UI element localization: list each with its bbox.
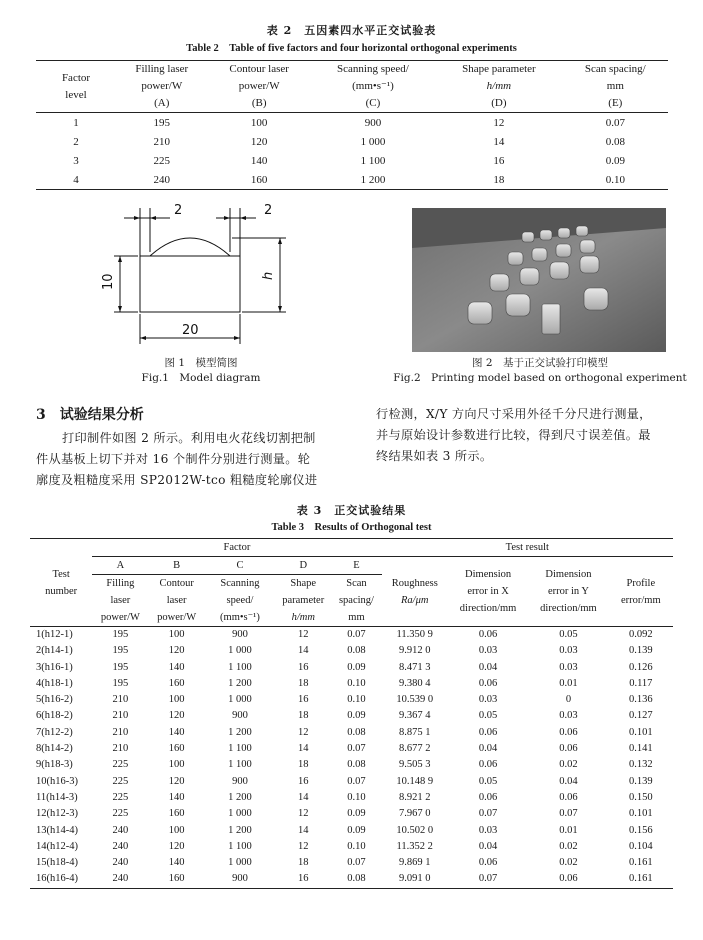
t2-col-d-l2: h/mm bbox=[486, 80, 512, 92]
t3-cell: 0.06 bbox=[478, 629, 498, 640]
t3-cell: 0.09 bbox=[347, 808, 366, 820]
t2-cell: 120 bbox=[250, 135, 268, 148]
t3-cell: 160 bbox=[168, 677, 185, 689]
t3-cell: 0.139 bbox=[629, 775, 653, 787]
t2-col-c-l1: Scanning speed/ bbox=[337, 63, 409, 75]
t3-cell: 240 bbox=[112, 840, 129, 852]
t3-cell: 0.06 bbox=[478, 726, 498, 738]
t3-cell: 9.869 1 bbox=[398, 857, 431, 869]
t3-cell: 0.03 bbox=[478, 645, 498, 657]
t2-col-a-l3: (A) bbox=[154, 97, 170, 109]
t3-cell: 0.07 bbox=[347, 775, 366, 787]
t2-col-c-l3: (C) bbox=[365, 97, 381, 109]
t3-cell: 0.03 bbox=[478, 824, 498, 836]
t3-row bbox=[30, 627, 673, 644]
t3-row bbox=[30, 790, 673, 806]
t3-cell: 0.06 bbox=[559, 743, 578, 755]
t3-cell: 0.04 bbox=[478, 661, 498, 673]
t3-cell: 0.132 bbox=[629, 759, 653, 771]
t3-cell: 0.092 bbox=[629, 629, 653, 640]
t2-col-b-l2: power/W bbox=[238, 80, 280, 92]
t3-cell: 0.10 bbox=[347, 677, 366, 689]
t3-cell: 0.01 bbox=[559, 677, 578, 689]
t3-cell: 195 bbox=[112, 645, 129, 657]
t3-cell: 8.875 1 bbox=[398, 726, 431, 738]
t3-cell: 0.01 bbox=[559, 824, 578, 836]
t3-cell: 18 bbox=[297, 759, 309, 771]
t3-cell: 0.10 bbox=[347, 791, 366, 803]
t3-cell: 16 bbox=[297, 661, 309, 673]
t3-cell: 13(h14-4) bbox=[36, 824, 78, 836]
t3-row bbox=[30, 660, 673, 676]
t3-cell: 0.06 bbox=[478, 791, 498, 803]
t2-row bbox=[36, 113, 668, 133]
t3-row bbox=[30, 643, 673, 659]
t3-cell: 0.07 bbox=[347, 629, 366, 640]
t3-cell: 8.471 3 bbox=[398, 661, 431, 673]
t3-cell: 14(h12-4) bbox=[36, 840, 78, 852]
t2-cell: 0.08 bbox=[605, 135, 625, 148]
t3-cell: 18 bbox=[297, 677, 309, 689]
t3-cell: 225 bbox=[112, 791, 129, 803]
t3-cell: 8(h14-2) bbox=[36, 743, 73, 755]
dim-right: h bbox=[261, 271, 276, 280]
t3-cell: 195 bbox=[112, 677, 129, 689]
t2-cell: 160 bbox=[250, 173, 268, 186]
t3-cell: 0.05 bbox=[478, 775, 498, 787]
t3-cell: 0.04 bbox=[478, 743, 498, 755]
t3-cell: 0.03 bbox=[559, 661, 578, 673]
t3-cell: 0.08 bbox=[347, 759, 366, 771]
t3-cell: 0.06 bbox=[478, 759, 498, 771]
t3-row bbox=[30, 774, 673, 790]
t3-cell: 12 bbox=[297, 726, 309, 738]
t3-cell: 15(h18-4) bbox=[36, 857, 78, 869]
t3-cell: 0.104 bbox=[629, 840, 653, 852]
dim-top-right: 2 bbox=[264, 203, 273, 218]
t3-cell: 1 000 bbox=[228, 694, 252, 706]
t2-cell: 0.07 bbox=[605, 116, 625, 129]
t3-cell: 9.367 4 bbox=[398, 710, 431, 722]
spacing-header: Scan spacing/ mm bbox=[338, 578, 374, 623]
t3-cell: 0.09 bbox=[347, 710, 366, 722]
t3-cell: 18 bbox=[297, 710, 309, 722]
filling-header: Filling laser power/W bbox=[100, 578, 140, 623]
test-number-header: Test number bbox=[45, 568, 78, 597]
dim-left: 10 bbox=[101, 273, 116, 290]
t3-cell: 1 100 bbox=[228, 743, 252, 755]
result-header: Test result bbox=[382, 539, 673, 557]
t3-row bbox=[30, 692, 673, 708]
t3-cell: 0.10 bbox=[347, 840, 366, 852]
t3-cell: 11.352 2 bbox=[396, 840, 433, 852]
t2-col-a-l1: Filling laser bbox=[135, 63, 189, 75]
t3-cell: 210 bbox=[112, 743, 129, 755]
t3-cell: 195 bbox=[112, 661, 129, 673]
t3-cell: 210 bbox=[112, 694, 129, 706]
t3-cell: 240 bbox=[112, 857, 129, 869]
t3-cell: 0.09 bbox=[347, 661, 366, 673]
t3-cell: 120 bbox=[168, 840, 185, 852]
t3-cell: 900 bbox=[232, 710, 248, 722]
t3-cell: 0.101 bbox=[629, 808, 653, 820]
table2-title-cn: 表 2 五因素四水平正交试验表 bbox=[266, 24, 437, 37]
t2-cell: 4 bbox=[73, 173, 79, 186]
t3-cell: 10.502 0 bbox=[396, 824, 434, 836]
t3-cell: 0.02 bbox=[559, 840, 578, 852]
t2-cell: 18 bbox=[493, 173, 505, 186]
model-diagram bbox=[101, 200, 298, 360]
t2-row bbox=[36, 170, 668, 190]
t3-cell: 140 bbox=[168, 661, 185, 673]
t3-cell: 210 bbox=[112, 710, 129, 722]
t3-cell: 18 bbox=[297, 857, 309, 869]
t3-cell: 160 bbox=[168, 743, 185, 755]
t3-cell: 0.05 bbox=[559, 629, 578, 640]
table3-title-en: Table 3 Results of Orthogonal test bbox=[271, 522, 432, 533]
dim-top-left: 2 bbox=[174, 203, 183, 218]
t2-col-b-l3: (B) bbox=[251, 97, 267, 109]
t3-cell: 0.05 bbox=[478, 710, 498, 722]
t3-cell: 0.03 bbox=[559, 645, 578, 657]
t2-cell: 2 bbox=[73, 135, 79, 148]
t2-cell: 140 bbox=[250, 154, 268, 167]
t3-row bbox=[30, 757, 673, 773]
t3-cell: 160 bbox=[168, 873, 185, 885]
t3-cell: 1 100 bbox=[228, 759, 252, 771]
t2-cell: 1 100 bbox=[360, 154, 386, 167]
t3-row bbox=[30, 871, 673, 888]
t3-cell: 0.04 bbox=[478, 840, 498, 852]
t3-row bbox=[30, 708, 673, 724]
letter-e: E bbox=[331, 557, 381, 575]
t3-cell: 225 bbox=[112, 759, 129, 771]
t3-cell: 9.091 0 bbox=[398, 873, 431, 885]
t2-col-d-l3: (D) bbox=[491, 97, 507, 109]
t3-cell: 1 000 bbox=[228, 808, 252, 820]
t3-cell: 120 bbox=[168, 775, 185, 787]
t3-cell: 16 bbox=[297, 775, 309, 787]
t3-cell: 10(h16-3) bbox=[36, 775, 78, 787]
t3-cell: 12 bbox=[297, 629, 309, 640]
t3-cell: 0.150 bbox=[629, 791, 653, 803]
t3-cell: 7(h12-2) bbox=[36, 726, 73, 738]
t2-cell: 225 bbox=[153, 154, 171, 167]
left-paragraph: 打印制件如图 2 所示。利用电火花线切割把制 件从基板上切下并对 16 个制件分别进行测量。轮 廓度及粗糙度采用 SP2012W-tco 粗糙度轮廓仪进 bbox=[36, 431, 318, 487]
t2-cell: 1 000 bbox=[360, 135, 386, 148]
t3-cell: 11(h14-3) bbox=[36, 791, 78, 803]
t3-cell: 1(h12-1) bbox=[36, 629, 73, 640]
t3-cell: 6(h18-2) bbox=[36, 710, 73, 722]
t3-cell: 900 bbox=[232, 873, 248, 885]
t3-cell: 140 bbox=[168, 726, 185, 738]
t3-row bbox=[30, 676, 673, 692]
table3 bbox=[30, 538, 673, 889]
t3-cell: 0.03 bbox=[478, 694, 498, 706]
factor-header: Factor bbox=[92, 539, 381, 557]
t3-cell: 100 bbox=[168, 824, 185, 836]
t3-row bbox=[30, 725, 673, 741]
t2-cell: 195 bbox=[153, 116, 171, 129]
t3-cell: 0.08 bbox=[347, 726, 366, 738]
t2-cell: 12 bbox=[493, 116, 505, 129]
t3-cell: 240 bbox=[112, 824, 129, 836]
t3-cell: 140 bbox=[168, 791, 185, 803]
right-paragraph: 行检测，X/Y 方向尺寸采用外径千分尺进行测量， 并与原始设计参数进行比较，得到尺寸误差值。最 终结果如表 3 所示。 bbox=[376, 407, 652, 463]
t3-cell: 16 bbox=[297, 873, 309, 885]
t3-row bbox=[30, 855, 673, 871]
t3-cell: 0.06 bbox=[478, 677, 498, 689]
t3-cell: 1 200 bbox=[228, 824, 252, 836]
t2-cell: 100 bbox=[250, 116, 268, 129]
t3-cell: 160 bbox=[168, 808, 185, 820]
table2 bbox=[36, 60, 668, 190]
letter-b: B bbox=[149, 557, 205, 575]
t3-cell: 140 bbox=[168, 857, 185, 869]
t3-row bbox=[30, 823, 673, 839]
t3-cell: 0.07 bbox=[478, 873, 498, 885]
t3-cell: 0.07 bbox=[478, 808, 498, 820]
t3-cell: 195 bbox=[112, 629, 129, 640]
t3-cell: 120 bbox=[168, 710, 185, 722]
t3-cell: 14 bbox=[297, 791, 309, 803]
t3-cell: 100 bbox=[168, 694, 185, 706]
t2-cell: 0.10 bbox=[605, 173, 625, 186]
t3-cell: 0.136 bbox=[629, 694, 653, 706]
t2-cell: 1 200 bbox=[360, 173, 386, 186]
t3-row bbox=[30, 741, 673, 757]
t3-cell: 10.539 0 bbox=[396, 694, 434, 706]
t3-cell: 0.02 bbox=[559, 759, 578, 771]
t2-cell: 900 bbox=[364, 116, 382, 129]
t3-cell: 9(h18-3) bbox=[36, 759, 73, 771]
t3-cell: 900 bbox=[232, 629, 248, 640]
t3-cell: 225 bbox=[112, 775, 129, 787]
t3-cell: 240 bbox=[112, 873, 129, 885]
t3-cell: 2(h14-1) bbox=[36, 645, 73, 657]
t3-cell: 0.04 bbox=[559, 775, 578, 787]
t2-cell: 240 bbox=[153, 173, 171, 186]
t3-cell: 8.677 2 bbox=[398, 743, 431, 755]
t3-cell: 14 bbox=[297, 743, 309, 755]
t3-cell: 1 000 bbox=[228, 857, 252, 869]
t3-cell: 9.505 3 bbox=[398, 759, 431, 771]
contour-header: Contour laser power/W bbox=[157, 578, 197, 623]
t3-cell: 0.06 bbox=[559, 791, 578, 803]
t3-cell: 0.10 bbox=[347, 694, 366, 706]
t3-cell: 0 bbox=[565, 694, 572, 706]
figure2-caption: 图 2 基于正交试验打印模型 Fig.2 Printing model based on orthogonal experiment bbox=[393, 357, 687, 384]
t3-cell: 0.141 bbox=[629, 743, 653, 755]
t3-cell: 100 bbox=[168, 759, 185, 771]
t3-cell: 0.161 bbox=[629, 857, 653, 869]
t3-cell: 0.161 bbox=[629, 873, 653, 885]
t3-cell: 11.350 9 bbox=[396, 629, 433, 640]
t3-cell: 0.07 bbox=[347, 857, 366, 869]
t3-cell: 0.117 bbox=[629, 677, 653, 689]
t3-cell: 0.156 bbox=[629, 824, 653, 836]
t3-cell: 12 bbox=[297, 808, 309, 820]
t3-cell: 0.02 bbox=[559, 857, 578, 869]
t3-cell: 16(h16-4) bbox=[36, 873, 78, 885]
t2-col-d-l1: Shape parameter bbox=[462, 63, 536, 75]
t3-cell: 0.126 bbox=[629, 661, 653, 673]
table3-title-cn: 表 3 正交试验结果 bbox=[296, 504, 407, 517]
x-error-header: Dimension error in X direction/mm bbox=[459, 569, 517, 614]
t3-cell: 14 bbox=[297, 645, 309, 657]
t3-cell: 12(h12-3) bbox=[36, 808, 78, 820]
t3-cell: 0.127 bbox=[629, 710, 653, 722]
factor-level-header: Factor level bbox=[61, 71, 91, 101]
t3-cell: 1 100 bbox=[228, 840, 252, 852]
letter-c: C bbox=[205, 557, 275, 575]
t3-cell: 1 200 bbox=[228, 791, 252, 803]
t2-cell: 1 bbox=[73, 116, 79, 129]
t2-col-b-l1: Contour laser bbox=[229, 63, 289, 75]
t2-row bbox=[36, 132, 668, 151]
t2-cell: 210 bbox=[153, 135, 171, 148]
t3-cell: 1 000 bbox=[228, 645, 252, 657]
t3-cell: 225 bbox=[112, 808, 129, 820]
t2-col-c-l2: (mm•s⁻¹) bbox=[352, 80, 394, 92]
t3-cell: 900 bbox=[232, 775, 248, 787]
figure1-caption: 图 1 模型简图 Fig.1 Model diagram bbox=[141, 357, 261, 384]
t2-col-e-l2: mm bbox=[606, 80, 624, 92]
t3-cell: 0.06 bbox=[559, 726, 578, 738]
speed-header: Scanning speed/ (mm•s⁻¹) bbox=[220, 578, 260, 623]
t3-cell: 100 bbox=[168, 629, 185, 640]
t3-cell: 10.148 9 bbox=[396, 775, 434, 787]
t2-row bbox=[36, 151, 668, 170]
t3-cell: 8.921 2 bbox=[398, 791, 431, 803]
t2-col-e-l1: Scan spacing/ bbox=[584, 63, 646, 75]
shape-header: Shape parameter h/mm bbox=[282, 578, 325, 623]
t3-cell: 9.912 0 bbox=[398, 645, 431, 657]
t2-col-a-l2: power/W bbox=[141, 80, 183, 92]
t3-cell: 120 bbox=[168, 645, 185, 657]
t2-col-e-l3: (E) bbox=[608, 97, 623, 109]
t3-cell: 3(h16-1) bbox=[36, 661, 73, 673]
t3-cell: 4(h18-1) bbox=[36, 677, 73, 689]
roughness-header: Roughness Ra/μm bbox=[391, 577, 438, 606]
t3-cell: 210 bbox=[112, 726, 129, 738]
t3-row bbox=[30, 806, 673, 822]
t2-cell: 14 bbox=[493, 135, 505, 148]
t2-cell: 0.09 bbox=[605, 154, 625, 167]
t3-cell: 0.06 bbox=[478, 857, 498, 869]
t3-cell: 16 bbox=[297, 694, 309, 706]
t3-cell: 0.03 bbox=[559, 710, 578, 722]
t3-cell: 12 bbox=[297, 840, 309, 852]
t3-cell: 5(h16-2) bbox=[36, 694, 73, 706]
t2-cell: 3 bbox=[73, 154, 79, 167]
t3-cell: 0.07 bbox=[347, 743, 366, 755]
t3-cell: 9.380 4 bbox=[398, 677, 431, 689]
t3-cell: 0.101 bbox=[629, 726, 653, 738]
t3-row bbox=[30, 839, 673, 855]
t3-cell: 14 bbox=[297, 824, 309, 836]
t3-cell: 1 200 bbox=[228, 726, 252, 738]
t3-cell: 0.08 bbox=[347, 645, 366, 657]
t3-cell: 0.139 bbox=[629, 645, 653, 657]
t3-cell: 1 200 bbox=[228, 677, 252, 689]
t3-cell: 0.09 bbox=[347, 824, 366, 836]
letter-d: D bbox=[275, 557, 331, 575]
profile-header: Profile error/mm bbox=[620, 577, 661, 606]
t3-cell: 0.08 bbox=[347, 873, 366, 885]
t3-cell: 0.07 bbox=[559, 808, 578, 820]
y-error-header: Dimension error in Y direction/mm bbox=[540, 569, 597, 614]
t3-cell: 7.967 0 bbox=[398, 808, 431, 820]
t3-cell: 1 100 bbox=[228, 661, 252, 673]
table2-title-en: Table 2 Table of five factors and four horizontal orthogonal experiments bbox=[186, 43, 517, 54]
letter-a: A bbox=[92, 557, 148, 575]
dim-bottom: 20 bbox=[182, 323, 199, 338]
printing-model-photo bbox=[412, 208, 666, 352]
t3-cell: 0.06 bbox=[559, 873, 578, 885]
section-heading: 3 试验结果分析 bbox=[36, 407, 144, 423]
t2-cell: 16 bbox=[493, 154, 505, 167]
